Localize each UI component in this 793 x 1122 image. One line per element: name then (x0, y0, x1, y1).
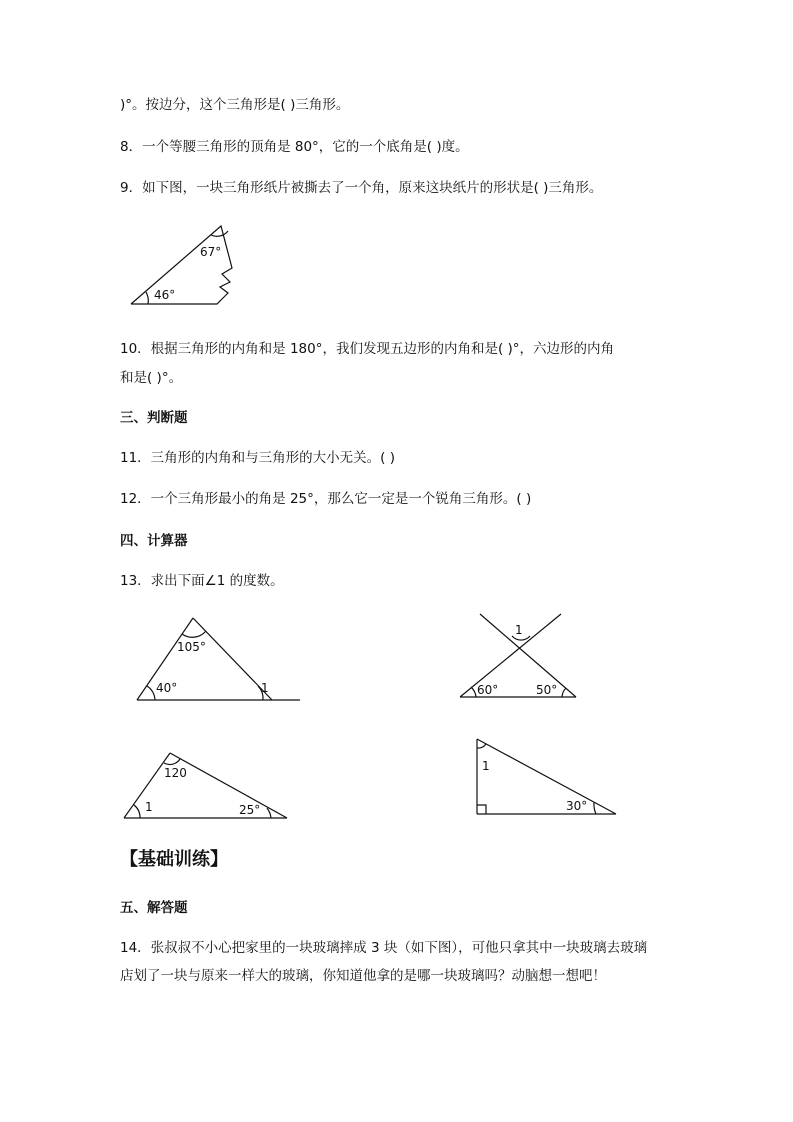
angle-67-label: 67° (200, 245, 222, 259)
angle-46-label: 46° (154, 288, 176, 302)
fig13d-angle-1: 1 (482, 759, 490, 773)
fig13a-angle-top: 105° (177, 640, 206, 654)
basic-training-heading: 【基础训练】 (120, 849, 228, 870)
question-12: 12．一个三角形最小的角是 25°，那么它一定是一个锐角三角形。( ) (120, 491, 532, 507)
fig13b-angle-1: 1 (515, 623, 523, 637)
fig13c-angle-right: 25° (239, 803, 261, 817)
figure-13d (477, 739, 616, 814)
question-13: 13．求出下面∠1 的度数。 (120, 573, 284, 589)
question-11: 11．三角形的内角和与三角形的大小无关。( ) (120, 450, 396, 466)
question-10-line2: 和是( )°。 (120, 370, 183, 386)
question-9: 9．如下图，一块三角形纸片被撕去了一个角，原来这块纸片的形状是( )三角形。 (120, 180, 603, 196)
fig13a-angle-1: 1 (261, 681, 269, 695)
q7-tail: )°。按边分，这个三角形是( )三角形。 (120, 97, 350, 113)
section-4-heading: 四、计算器 (120, 533, 188, 549)
question-14-line2: 店划了一块与原来一样大的玻璃，你知道他拿的是哪一块玻璃吗？动脑想一想吧！ (120, 968, 606, 984)
question-8: 8．一个等腰三角形的顶角是 80°，它的一个底角是( )度。 (120, 139, 469, 155)
fig13c-angle-top: 120 (164, 766, 187, 780)
section-5-heading: 五、解答题 (120, 900, 188, 916)
fig13b-angle-left: 60° (477, 683, 499, 697)
fig13b-angle-right: 50° (536, 683, 558, 697)
fig13d-angle-right: 30° (566, 799, 588, 813)
fig13a-angle-left: 40° (156, 681, 178, 695)
fig13c-angle-1: 1 (145, 800, 153, 814)
question-14-line1: 14．张叔叔不小心把家里的一块玻璃摔成 3 块（如下图），可他只拿其中一块玻璃去玻璃 (120, 940, 648, 956)
section-3-heading: 三、判断题 (120, 410, 188, 426)
question-10-line1: 10．根据三角形的内角和是 180°，我们发现五边形的内角和是( )°，六边形的内角 (120, 341, 615, 357)
